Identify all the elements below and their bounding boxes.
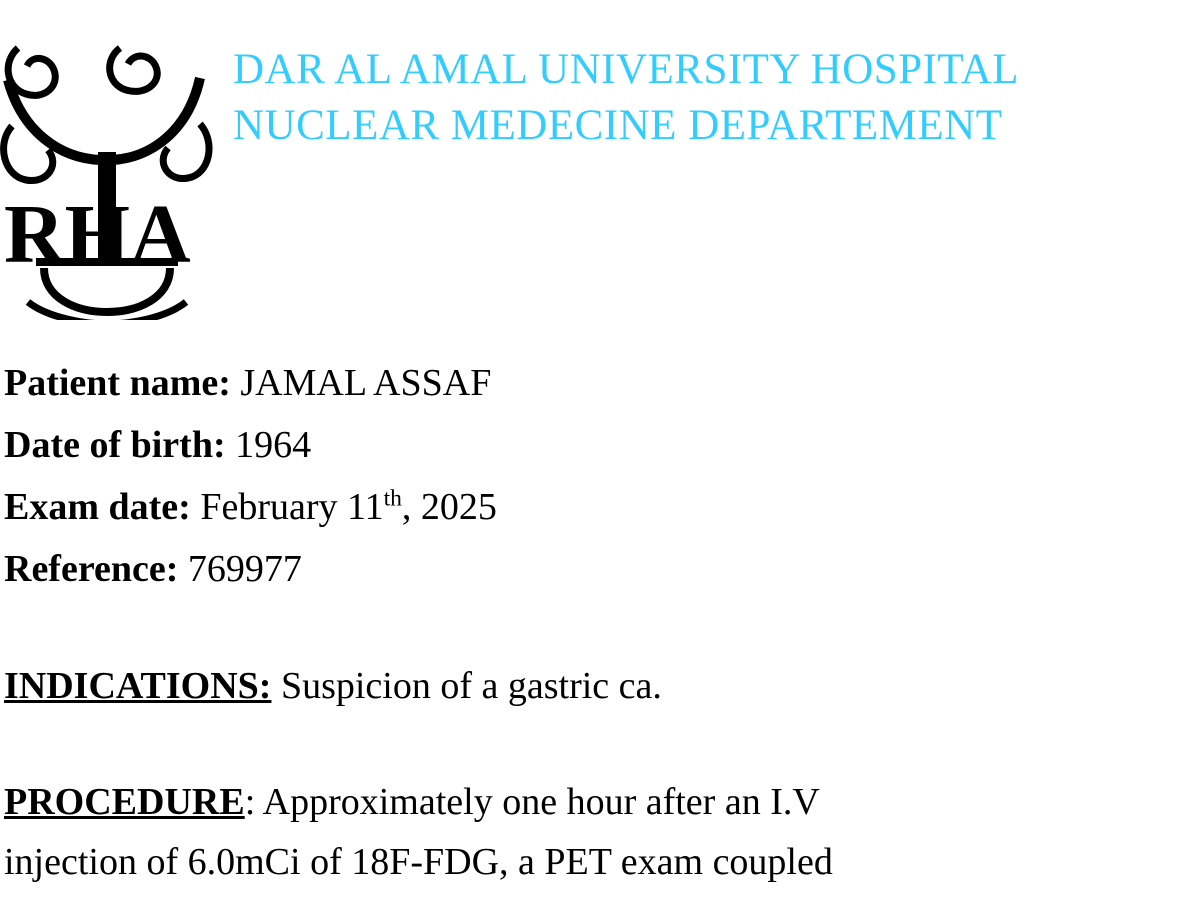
report-header — [0, 26, 1200, 326]
exam-date-row — [4, 476, 1184, 538]
patient-name-value: JAMAL ASSAF — [240, 362, 492, 404]
indications-heading: INDICATIONS: — [4, 665, 272, 707]
exam-date-value-ordinal: th — [383, 485, 402, 512]
patient-info-block — [4, 352, 1184, 600]
procedure-text-line2: injection of 6.0mCi of 18F-FDG, a PET exam coupled — [4, 841, 833, 883]
reference-value: 769977 — [187, 548, 302, 590]
date-of-birth-row — [4, 414, 1184, 476]
hospital-logo-icon — [0, 40, 230, 320]
svg-text:RHA: RHA — [4, 188, 191, 281]
exam-date-value-pre: February 11 — [200, 486, 384, 528]
indications-text: Suspicion of a gastric ca. — [271, 665, 662, 707]
procedure-paragraph-line2 — [4, 832, 1194, 892]
hospital-title — [233, 42, 1173, 154]
reference-row — [4, 538, 1184, 600]
date-of-birth-value: 1964 — [235, 424, 312, 466]
indications-paragraph — [4, 656, 1194, 716]
patient-name-label: Patient name: — [4, 362, 231, 404]
procedure-text-line1: : Approximately one hour after an I.V — [244, 781, 820, 823]
exam-date-label: Exam date: — [4, 486, 191, 528]
indications-section — [4, 656, 1194, 716]
exam-date-value-post: , 2025 — [401, 486, 497, 528]
procedure-heading: PROCEDURE — [4, 781, 245, 823]
procedure-paragraph-line1 — [4, 772, 1194, 832]
hospital-title-line2: NUCLEAR MEDECINE DEPARTEMENT — [233, 102, 1003, 149]
procedure-section — [4, 772, 1194, 892]
reference-label: Reference: — [4, 548, 179, 590]
date-of-birth-label: Date of birth: — [4, 424, 226, 466]
hospital-title-line1: DAR AL AMAL UNIVERSITY HOSPITAL — [233, 46, 1020, 93]
patient-name-row — [4, 352, 1184, 414]
